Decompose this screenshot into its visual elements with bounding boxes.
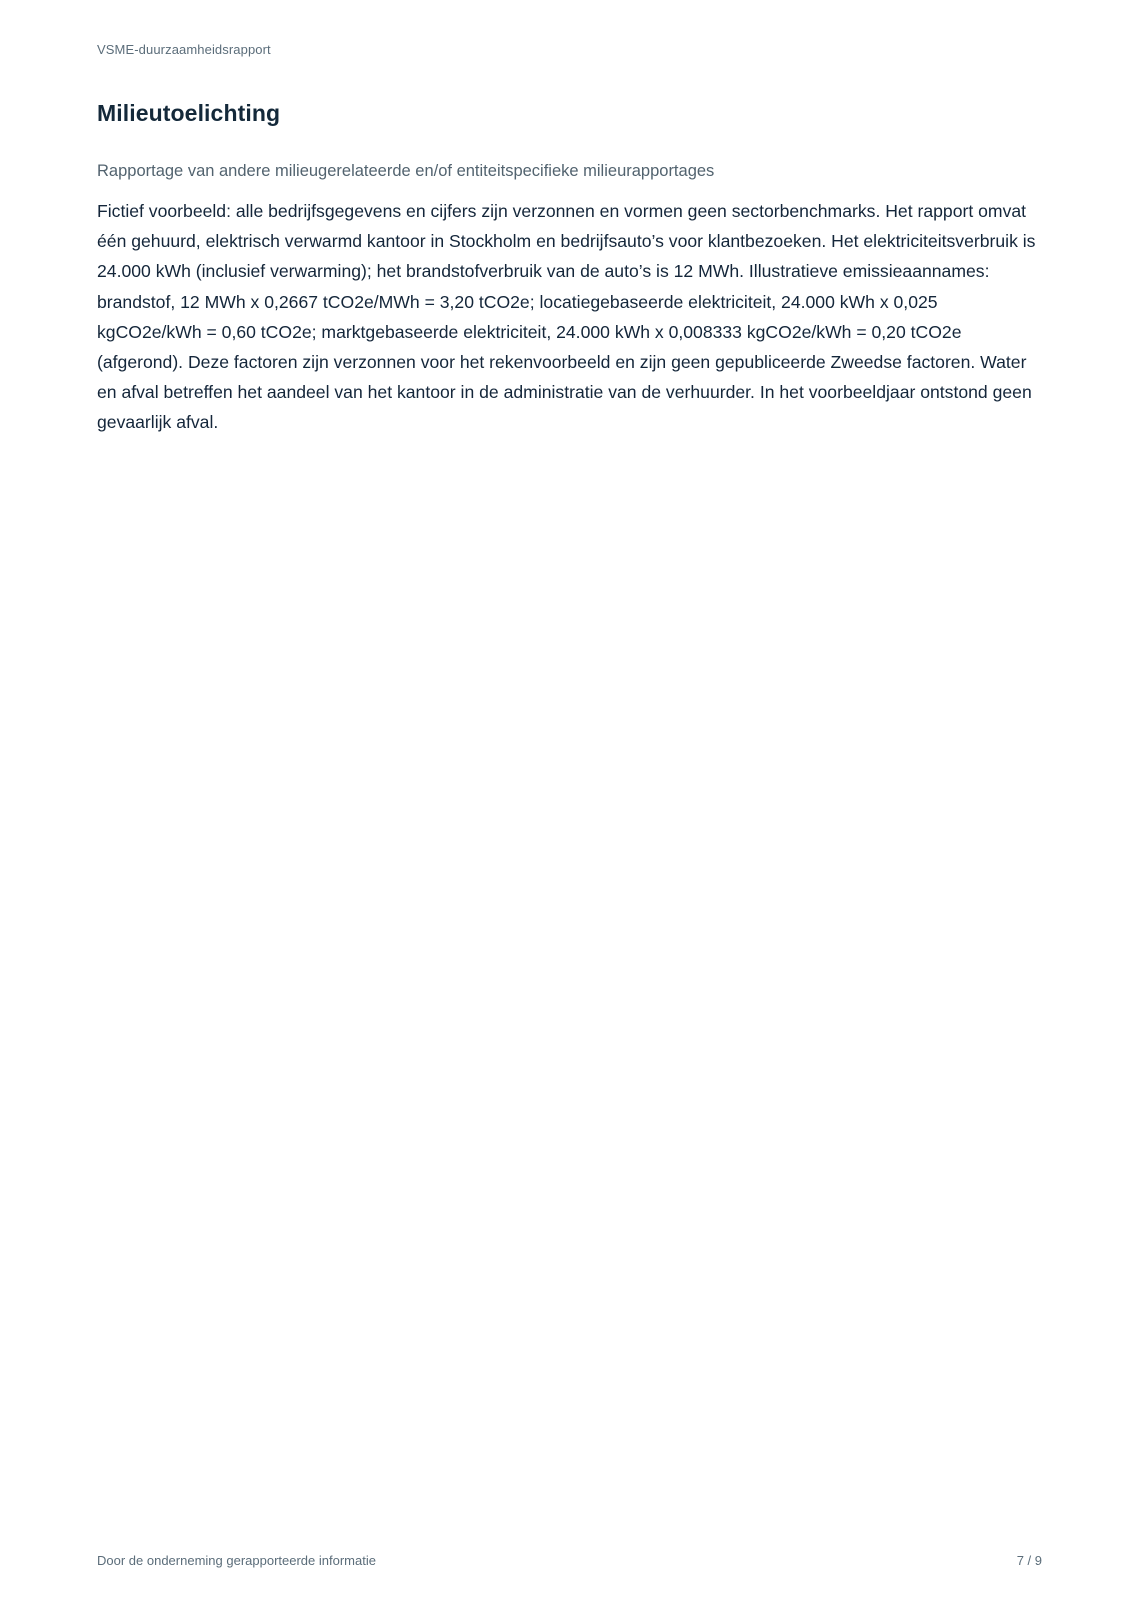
running-footer: Door de onderneming gerapporteerde informatie bbox=[97, 1553, 376, 1568]
running-header: VSME-duurzaamheidsrapport bbox=[97, 42, 271, 57]
section-subheading: Rapportage van andere milieugerelateerde en/of entiteitspecifieke milieurapportages bbox=[97, 162, 715, 180]
section-body-paragraph: Fictief voorbeeld: alle bedrijfsgegevens en cijfers zijn verzonnen en vormen geen sectorbenchmarks. Het rapport omvat één gehuurd, elektrisch verwarmd kantoor in Stockholm en bedrijfsauto’s voor klantbezoeken. Het elektriciteitsverbruik is 24.000 kWh (inclusief verwarming); het brandstofverbruik van de auto’s is 12 MWh. Illustratieve emissieaannames: brandstof, 12 MWh x 0,2667 tCO2e/MWh = 3,20 tCO2e; locatiegebaseerde elektriciteit, 24.000 kWh x 0,025 kgCO2e/kWh = 0,60 tCO2e; marktgebaseerde elektriciteit, 24.000 kWh x 0,008333 kgCO2e/kWh = 0,20 tCO2e (afgerond). Deze factoren zijn verzonnen voor het rekenvoorbeeld en zijn geen gepubliceerde Zweedse factoren. Water en afval betreffen het aandeel van het kantoor in de administratie van de verhuurder. In het voorbeeldjaar ontstond geen gevaarlijk afval. bbox=[97, 201, 1036, 433]
page-number: 7 / 9 bbox=[1016, 1553, 1042, 1568]
section-title: Milieutoelichting bbox=[97, 100, 281, 126]
